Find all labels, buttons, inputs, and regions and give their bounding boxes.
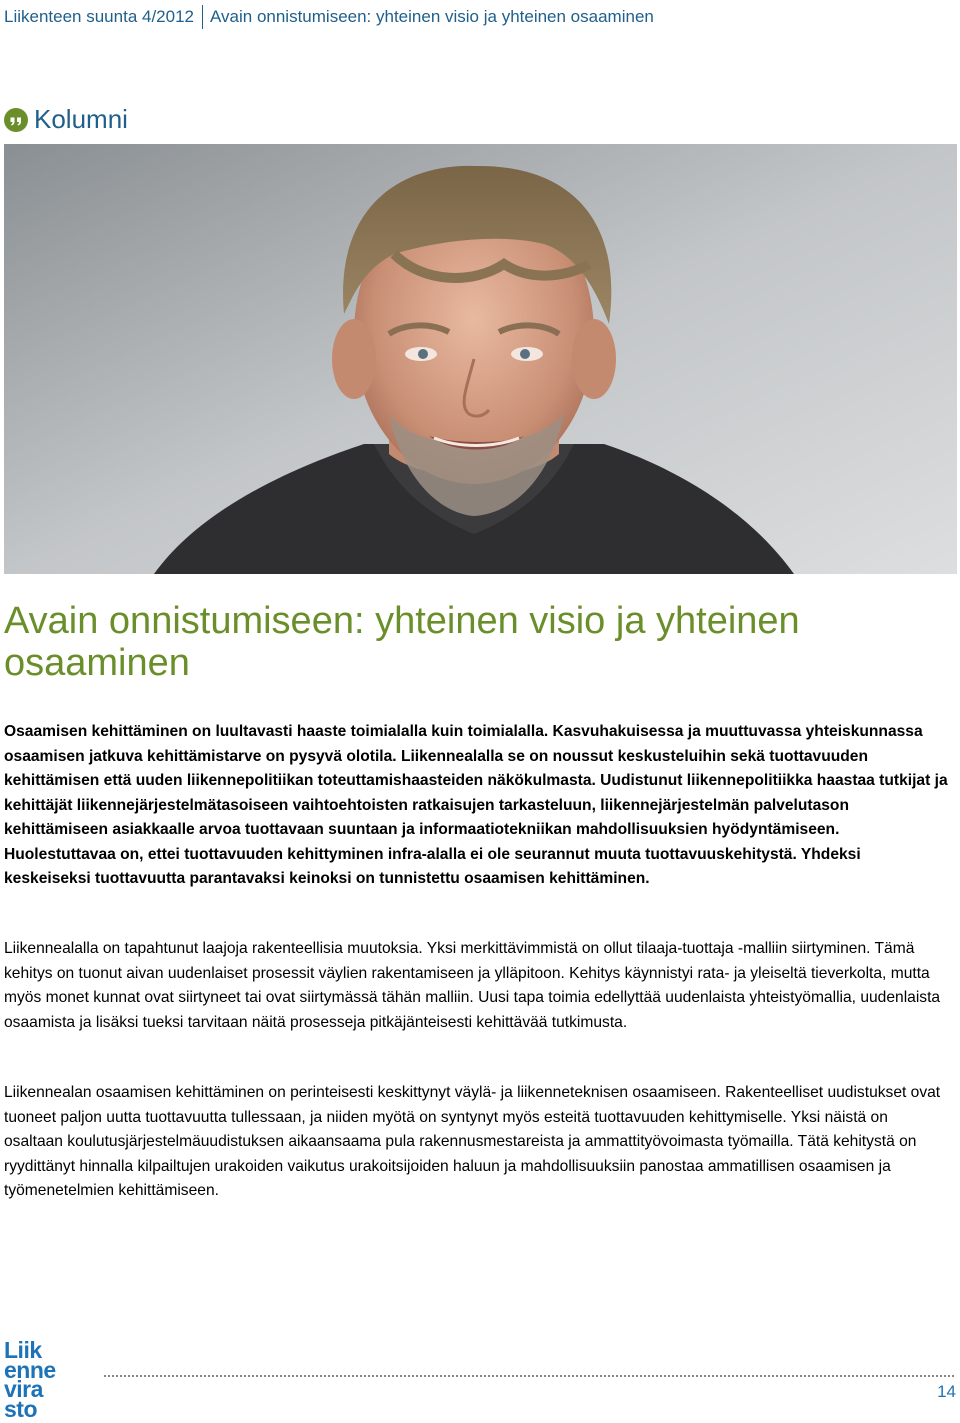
logo-line: Liik [4,1337,42,1363]
quote-icon [4,108,28,132]
body-paragraph-2: Liikennealan osaamisen kehittäminen on perinteisesti keskittynyt väylä- ja liikenneteknisen osaamiseen. Rakenteelliset uudistukset ovat tuoneet paljon uutta tuottavuutta tullessaan, ja niiden myötä on syntynyt myös esteitä tuottavuuden kehittymiselle. Yksi näistä on osaltaan koulutusjärjestelmäuudistuksen aikaansaama pula rakennusmestareista ja ammattityövoimasta työmailla. Tätä kehitystä on ryydittänyt hinnalla kilpailtujen urakoiden vaikutus urakoitsijoiden haluun ja mahdollisuuksiin panostaa ammatillisen osaamisen ja työmenetelmien kehittämiseen. [4,1084,941,1199]
header-article-title: Avain onnistumiseen: yhteinen visio ja yhteinen osaaminen [210,7,654,26]
header-divider [202,5,203,29]
article-title: Avain onnistumiseen: yhteinen visio ja yhteinen osaaminen [4,600,800,684]
body-paragraph-1: Liikennealalla on tapahtunut laajoja rakenteellisia muutoksia. Yksi merkittävimmistä on ollut tilaaja-tuottaja -malliin siirtyminen. Tämä kehitys on tuonut aivan uudenlaiset prosessit väylien rakentamiseen ja ylläpitoon. Kehitys käynnistyi rata- ja yleiseltä tieverkolta, mutta myös monet kunnat ovat siirtyneet tai ovat siirtymässä tähän malliin. Uusi tapa toimia edellyttää uudenlaista yhteistyömallia, uudenlaista osaamista ja lisäksi tueksi tarvitaan näitä prosesseja pitkäjänteisesti kehittävää tutkimusta. [4,940,941,1031]
running-header [4,4,654,30]
liikennevirasto-logo [4,1337,74,1422]
section-label [4,104,128,135]
portrait-photo [4,144,957,574]
page-number: 14 [937,1382,956,1401]
issue-label: Liikenteen suunta 4/2012 [4,7,194,26]
lead-paragraph: Osaamisen kehittäminen on luultavasti haaste toimialalla kuin toimialalla. Kasvuhakuisessa ja muuttuvassa yhteiskunnassa osaamisen jatkuva kehittämistarve on pysyvä olotila. Liikennealalla se on noussut keskusteluihin sekä tuottavuuden kehittämisen että uuden liikennepolitiikan toteuttamishaasteiden näkökulmasta. Uudistunut liikennepolitiikka haastaa tutkijat ja kehittäjät liikennejärjestelmätasoiseen vaihtoehtoisten ratkaisujen tarkasteluun, liikennejärjestelmän palvelutason kehittämiseen asiakkaalle arvoa tuottavaan suuntaan ja informaatiotekniikan mahdollisuuksien hyödyntämiseen. Huolestuttavaa on, ettei tuottavuuden kehittyminen infra-alalla ei ole seurannut muuta tuottavuuskehitystä. Yhdeksi keskeiseksi tuottavuutta parantavaksi keinoksi on tunnistettu osaamisen kehittäminen. [4,723,948,887]
footer-divider [104,1375,954,1377]
logo-line: enne [4,1356,56,1383]
section-title: Kolumni [34,104,128,134]
logo-line: sto [4,1395,37,1422]
logo-line: vira [4,1376,43,1402]
